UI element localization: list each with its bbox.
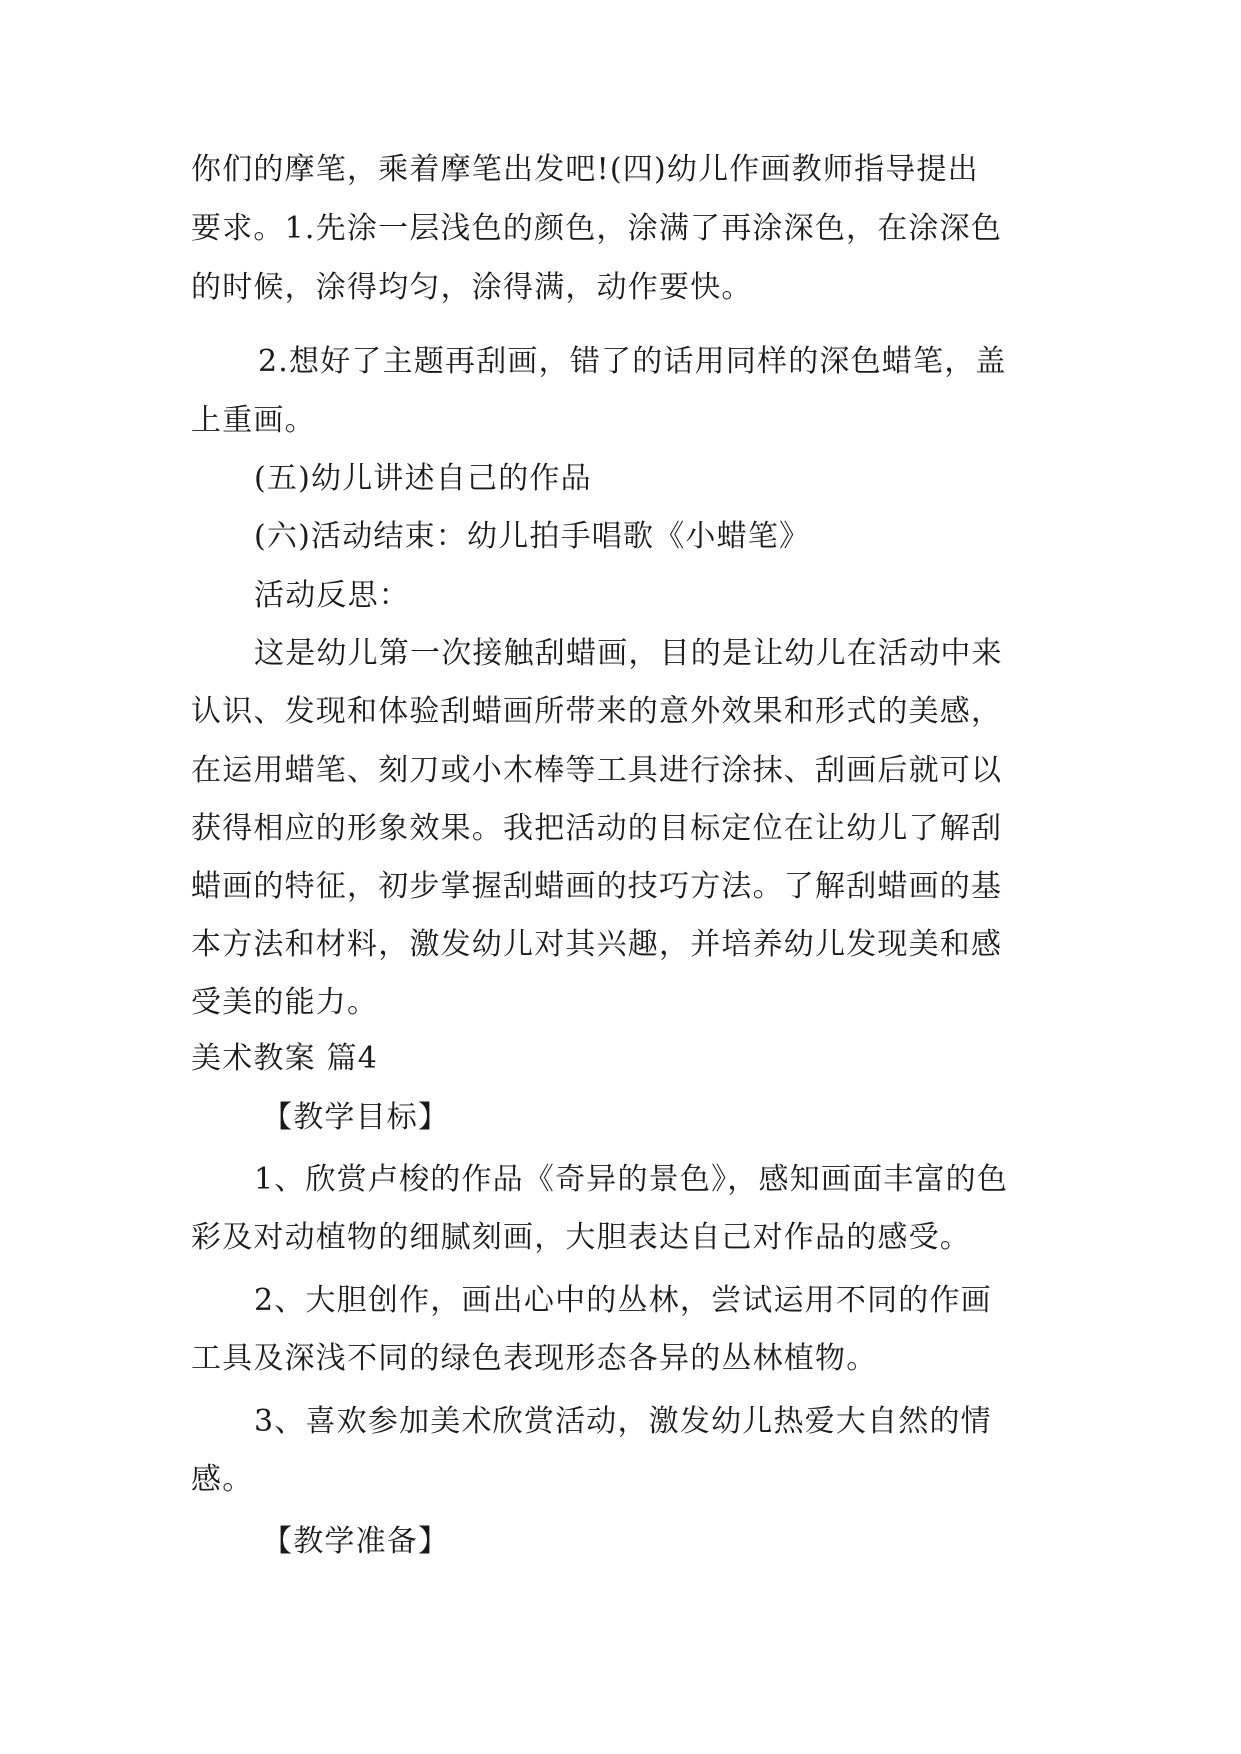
text-line: 2.想好了主题再刮画，错了的话用同样的深色蜡笔，盖 <box>258 344 1007 379</box>
text-line: 上重画。 <box>191 403 316 438</box>
text-line: 1、欣赏卢梭的作品《奇异的景色》，感知画面丰富的色 <box>254 1162 1009 1197</box>
text-line: 这是幼儿第一次接触刮蜡画，目的是让幼儿在活动中来 <box>254 636 1003 671</box>
text-line: 获得相应的形象效果。我把活动的目标定位在让幼儿了解刮 <box>191 811 1003 846</box>
text-line: 3、喜欢参加美术欣赏活动，激发幼儿热爱大自然的情 <box>254 1404 992 1439</box>
section-heading: (六)活动结束：幼儿拍手唱歌《小蜡笔》 <box>254 519 811 554</box>
text-line: 蜡画的特征，初步掌握刮蜡画的技巧方法。了解刮蜡画的基 <box>191 869 1003 904</box>
text-line: 本方法和材料，激发幼儿对其兴趣，并培养幼儿发现美和感 <box>191 927 1003 962</box>
section-heading: (五)幼儿讲述自己的作品 <box>254 461 592 496</box>
text-line: 你们的摩笔，乘着摩笔出发吧!(四)幼儿作画教师指导提出 <box>191 152 979 187</box>
text-line: 彩及对动植物的细腻刻画，大胆表达自己对作品的感受。 <box>191 1220 971 1255</box>
text-line: 认识、发现和体验刮蜡画所带来的意外效果和形式的美感， <box>191 694 1003 729</box>
text-line: 要求。1.先涂一层浅色的颜色，涂满了再涂深色，在涂深色 <box>191 211 1003 246</box>
section-heading: 活动反思： <box>254 578 410 613</box>
text-line: 2、大胆创作，画出心中的丛林，尝试运用不同的作画 <box>254 1283 992 1318</box>
text-line: 工具及深浅不同的绿色表现形态各异的丛林植物。 <box>191 1341 878 1376</box>
text-line: 在运用蜡笔、刻刀或小木棒等工具进行涂抹、刮画后就可以 <box>191 753 1003 788</box>
section-heading: 【教学目标】 <box>262 1100 450 1135</box>
chapter-title: 美术教案 篇4 <box>191 1041 379 1076</box>
text-line: 的时候，涂得均匀，涂得满，动作要快。 <box>191 270 753 305</box>
text-line: 受美的能力。 <box>191 985 379 1020</box>
section-heading: 【教学准备】 <box>262 1524 450 1559</box>
text-line: 感。 <box>191 1462 254 1497</box>
